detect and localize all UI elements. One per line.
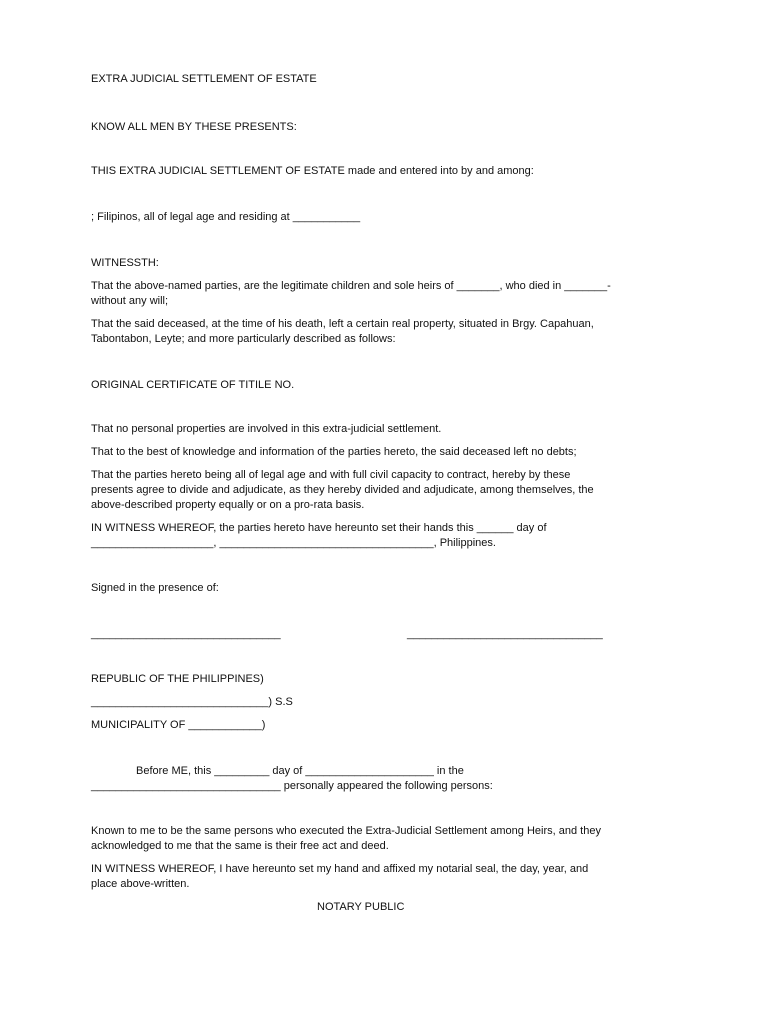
adjudication-paragraph-line-2: presents agree to divide and adjudicate, as they hereby divided and adjudicate, among themselves, the <box>91 484 594 496</box>
document-title: EXTRA JUDICIAL SETTLEMENT OF ESTATE <box>91 73 317 85</box>
heirs-paragraph-line-1: That the above-named parties, are the legitimate children and sole heirs of _______, who died in _______- <box>91 280 611 292</box>
witnesseth-heading: WITNESSTH: <box>91 257 159 269</box>
property-paragraph-line-2: Tabontabon, Leyte; and more particularly described as follows: <box>91 333 396 345</box>
title-certificate-line: ORIGINAL CERTIFICATE OF TITILE NO. <box>91 379 295 391</box>
no-debts-line: That to the best of knowledge and information of the parties hereto, the said deceased left no debts; <box>91 446 577 458</box>
acknowledgment-line-2: acknowledged to me that the same is their free act and deed. <box>91 840 389 852</box>
republic-line: REPUBLIC OF THE PHILIPPINES) <box>91 673 264 685</box>
signed-presence-line: Signed in the presence of: <box>91 582 219 594</box>
parties-line: ; Filipinos, all of legal age and residing at ___________ <box>91 211 361 223</box>
notary-witness-line-2: place above-written. <box>91 878 190 890</box>
acknowledgment-line-1: Known to me to be the same persons who executed the Extra-Judicial Settlement among Heirs, and they <box>91 825 601 837</box>
witness-signature-line-right: ________________________________ <box>407 628 603 640</box>
before-me-line-2: _______________________________ personally appeared the following persons: <box>91 780 493 792</box>
ss-line: _____________________________) S.S <box>91 696 293 708</box>
heirs-paragraph-line-2: without any will; <box>91 295 169 307</box>
notary-witness-line-1: IN WITNESS WHEREOF, I have hereunto set my hand and affixed my notarial seal, the day, year, and <box>91 863 589 875</box>
know-all-heading: KNOW ALL MEN BY THESE PRESENTS: <box>91 121 297 133</box>
witness-clause-line-2: ____________________, ___________________________________, Philippines. <box>91 537 496 549</box>
intro-paragraph: THIS EXTRA JUDICIAL SETTLEMENT OF ESTATE made and entered into by and among: <box>91 165 534 177</box>
witness-clause-line-1: IN WITNESS WHEREOF, the parties hereto have hereunto set their hands this ______ day of <box>91 522 547 534</box>
adjudication-paragraph-line-1: That the parties hereto being all of legal age and with full civil capacity to contract, hereby by these <box>91 469 571 481</box>
municipality-line: MUNICIPALITY OF ____________) <box>91 719 266 731</box>
notary-public-label: NOTARY PUBLIC <box>317 901 405 913</box>
property-paragraph-line-1: That the said deceased, at the time of his death, left a certain real property, situated in Brgy. Capahuan, <box>91 318 594 330</box>
adjudication-paragraph-line-3: above-described property equally or on a pro-rata basis. <box>91 499 365 511</box>
no-personal-property-line: That no personal properties are involved in this extra-judicial settlement. <box>91 423 442 435</box>
before-me-line-1: Before ME, this _________ day of _____________________ in the <box>136 765 464 777</box>
witness-signature-line-left: _______________________________ <box>91 628 281 640</box>
